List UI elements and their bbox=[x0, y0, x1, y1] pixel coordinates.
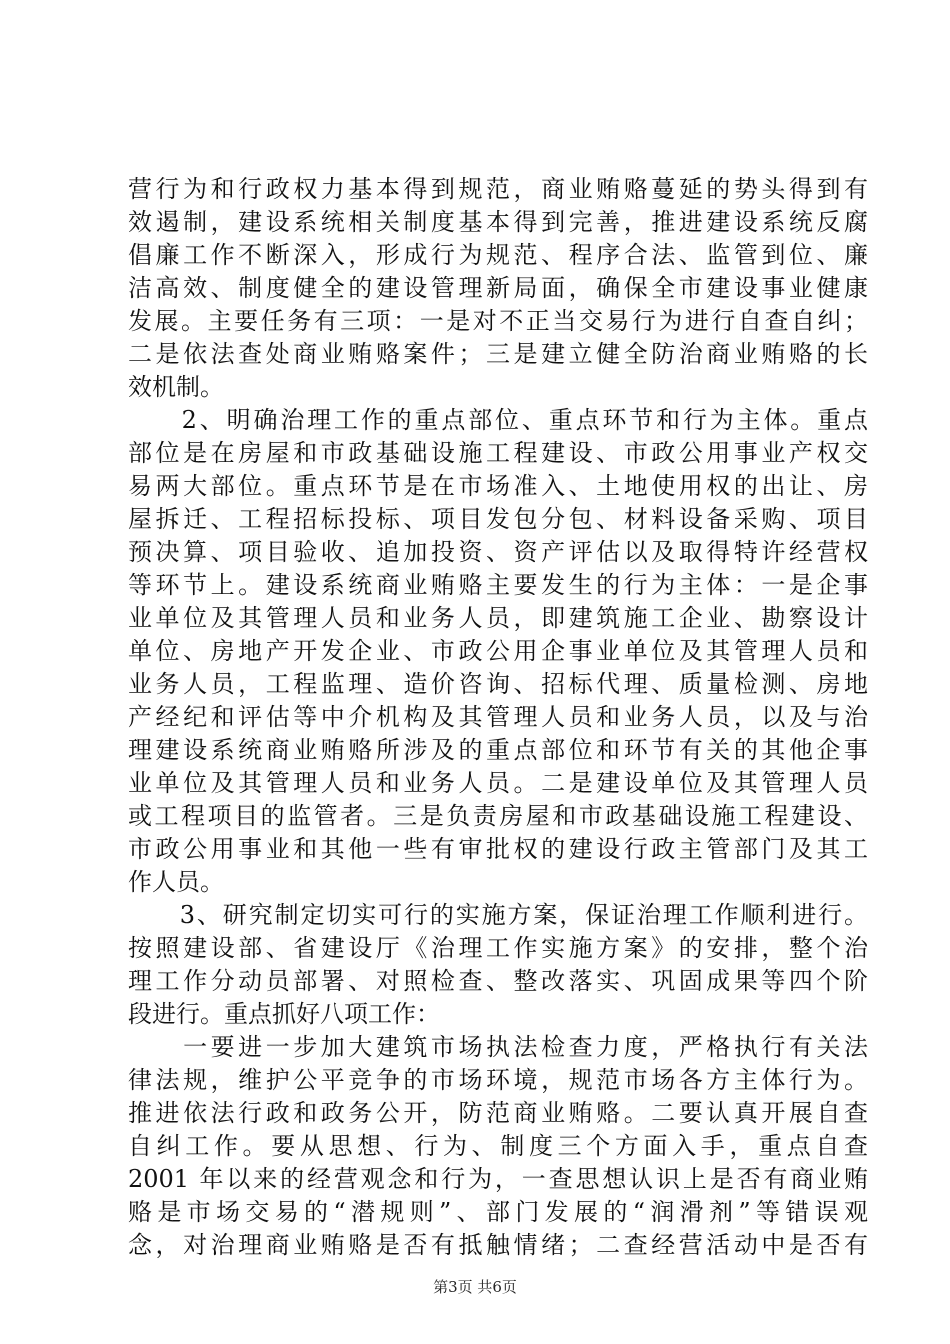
page-footer: 第3页 共6页 bbox=[433, 1278, 517, 1296]
text-line: 业单位及其管理人员和业务人员。二是建设单位及其管理人员 bbox=[128, 769, 868, 797]
text-line: 自纠工作。要从思想、行为、制度三个方面入手，重点自查 bbox=[128, 1132, 868, 1160]
text-line: 倡廉工作不断深入，形成行为规范、程序合法、监管到位、廉 bbox=[128, 241, 868, 269]
text-line: 营行为和行政权力基本得到规范，商业贿赂蔓延的势头得到有 bbox=[128, 175, 868, 203]
text-line: 2、明确治理工作的重点部位、重点环节和行为主体。重点 bbox=[128, 406, 868, 434]
text-line: 市政公用事业和其他一些有审批权的建设行政主管部门及其工 bbox=[128, 835, 868, 863]
body-text bbox=[128, 173, 868, 1262]
text-line: 律法规，维护公平竞争的市场环境，规范市场各方主体行为。 bbox=[128, 1066, 868, 1094]
text-line: 业单位及其管理人员和业务人员，即建筑施工企业、勘察设计 bbox=[128, 604, 868, 632]
text-line: 部位是在房屋和市政基础设施工程建设、市政公用事业产权交 bbox=[128, 439, 868, 467]
text-line: 业务人员，工程监理、造价咨询、招标代理、质量检测、房地 bbox=[128, 670, 868, 698]
text-line: 段进行。重点抓好八项工作： bbox=[128, 1000, 440, 1028]
text-line: 或工程项目的监管者。三是负责房屋和市政基础设施工程建设、 bbox=[128, 802, 868, 830]
text-line: 效机制。 bbox=[128, 373, 224, 401]
text-line: 念，对治理商业贿赂是否有抵触情绪；二查经营活动中是否有 bbox=[128, 1231, 868, 1259]
text-line: 作人员。 bbox=[128, 868, 224, 896]
text-line: 屋拆迁、工程招标投标、项目发包分包、材料设备采购、项目 bbox=[128, 505, 868, 533]
text-line: 理工作分动员部署、对照检查、整改落实、巩固成果等四个阶 bbox=[128, 967, 868, 995]
text-line: 理建设系统商业贿赂所涉及的重点部位和环节有关的其他企事 bbox=[128, 736, 868, 764]
text-line: 易两大部位。重点环节是在市场准入、土地使用权的出让、房 bbox=[128, 472, 868, 500]
text-line: 洁高效、制度健全的建设管理新局面，确保全市建设事业健康 bbox=[128, 274, 868, 302]
text-line: 发展。主要任务有三项：一是对不正当交易行为进行自查自纠； bbox=[128, 307, 868, 335]
text-line: 产经纪和评估等中介机构及其管理人员和业务人员，以及与治 bbox=[128, 703, 868, 731]
text-line: 等环节上。建设系统商业贿赂主要发生的行为主体：一是企事 bbox=[128, 571, 868, 599]
text-line: 一要进一步加大建筑市场执法检查力度，严格执行有关法 bbox=[128, 1033, 868, 1061]
text-line: 2001 年以来的经营观念和行为，一查思想认识上是否有商业贿 bbox=[128, 1165, 868, 1193]
text-line: 推进依法行政和政务公开，防范商业贿赂。二要认真开展自查 bbox=[128, 1099, 868, 1127]
text-line: 3、研究制定切实可行的实施方案，保证治理工作顺利进行。 bbox=[128, 901, 868, 929]
text-line: 按照建设部、省建设厅《治理工作实施方案》的安排，整个治 bbox=[128, 934, 868, 962]
text-line: 单位、房地产开发企业、市政公用企事业单位及其管理人员和 bbox=[128, 637, 868, 665]
text-line: 赂是市场交易的“潜规则”、部门发展的“润滑剂”等错误观 bbox=[128, 1198, 868, 1226]
text-line: 预决算、项目验收、追加投资、资产评估以及取得特许经营权 bbox=[128, 538, 868, 566]
text-line: 二是依法查处商业贿赂案件；三是建立健全防治商业贿赂的长 bbox=[128, 340, 868, 368]
text-line: 效遏制，建设系统相关制度基本得到完善，推进建设系统反腐 bbox=[128, 208, 868, 236]
